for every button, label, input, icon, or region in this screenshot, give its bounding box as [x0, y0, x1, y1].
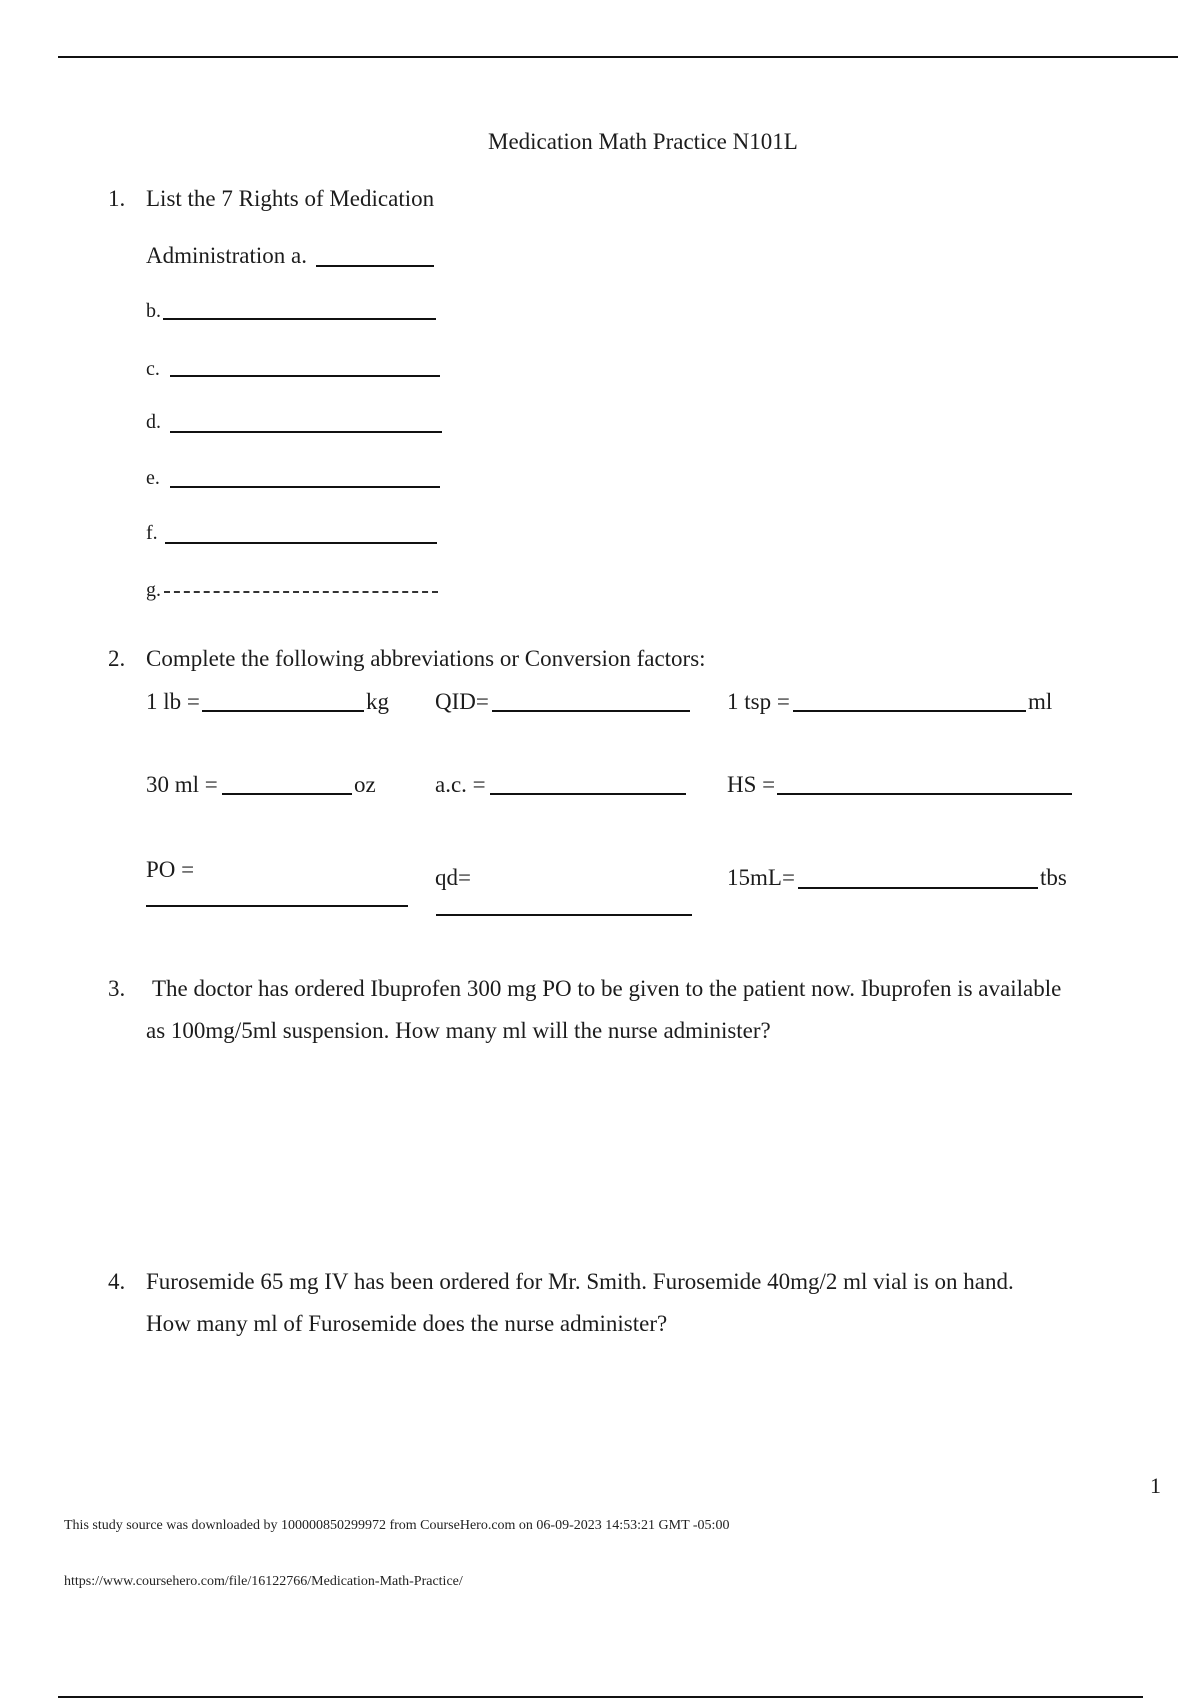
q1-item-b-label: b. [146, 300, 161, 322]
q2-ml-unit: oz [354, 772, 376, 797]
q2-qd-blank[interactable] [436, 914, 692, 916]
page-title: Medication Math Practice N101L [488, 129, 798, 154]
q2-qid-label: QID= [435, 689, 489, 714]
q2-tsp-label: 1 tsp = [727, 689, 790, 714]
q1-item-f-label: f. [146, 522, 158, 544]
q1-answer-c-blank[interactable] [170, 375, 440, 377]
q2-lb-unit: kg [366, 689, 389, 714]
q1-item-g-label: g. [146, 579, 161, 601]
q1-answer-d-blank[interactable] [170, 431, 442, 433]
q3-number: 3. [108, 976, 126, 1001]
q2-po-blank[interactable] [146, 905, 408, 907]
q2-15ml-blank[interactable] [798, 887, 1038, 889]
footer-source-text: This study source was downloaded by 100000850299972 from CourseHero.com on 06-09-2023 14:53:21 GMT -05:00 [64, 1518, 730, 1533]
q2-ac-label: a.c. = [435, 772, 486, 797]
q3-line1: The doctor has ordered Ibuprofen 300 mg PO to be given to the patient now. Ibuprofen is available [152, 976, 1062, 1001]
q4-number: 4. [108, 1269, 126, 1294]
q2-lb-label: 1 lb = [146, 689, 200, 714]
q2-lb-blank[interactable] [202, 710, 364, 712]
q1-admin-label: Administration a. [146, 243, 307, 268]
q1-item-d-label: d. [146, 411, 161, 433]
q2-qd-label: qd= [435, 865, 471, 890]
q1-answer-e-blank[interactable] [170, 486, 440, 488]
q2-number: 2. [108, 646, 126, 671]
q4-line1: Furosemide 65 mg IV has been ordered for Mr. Smith. Furosemide 40mg/2 ml vial is on hand. [146, 1269, 1014, 1294]
q1-item-e-label: e. [146, 467, 160, 489]
q1-answer-f-blank[interactable] [165, 542, 437, 544]
q2-tsp-unit: ml [1028, 689, 1053, 714]
q2-qid-blank[interactable] [492, 710, 690, 712]
q2-15ml-unit: tbs [1040, 865, 1067, 890]
q2-text: Complete the following abbreviations or Conversion factors: [146, 646, 706, 671]
page-number: 1 [1150, 1473, 1161, 1498]
q2-tsp-blank[interactable] [793, 710, 1026, 712]
q1-answer-g-blank[interactable] [164, 591, 438, 593]
q2-hs-blank[interactable] [777, 793, 1072, 795]
q2-ml-blank[interactable] [222, 793, 352, 795]
q4-line2: How many ml of Furosemide does the nurse administer? [146, 1311, 668, 1336]
top-rule [58, 56, 1178, 58]
footer-url-link[interactable]: https://www.coursehero.com/file/16122766/Medication-Math-Practice/ [64, 1574, 463, 1589]
q2-hs-label: HS = [727, 772, 776, 797]
bottom-rule [58, 1696, 1143, 1698]
q2-ac-blank[interactable] [490, 793, 686, 795]
q2-po-label: PO = [146, 857, 195, 882]
q1-number: 1. [108, 186, 126, 211]
q3-line2: as 100mg/5ml suspension. How many ml will the nurse administer? [146, 1018, 771, 1043]
q1-answer-a-blank[interactable] [316, 265, 434, 267]
q2-15ml-label: 15mL= [727, 865, 795, 890]
q1-answer-b-blank[interactable] [163, 318, 436, 320]
q1-text: List the 7 Rights of Medication [146, 186, 435, 211]
q1-item-c-label: c. [146, 358, 160, 380]
q2-ml-label: 30 ml = [146, 772, 218, 797]
